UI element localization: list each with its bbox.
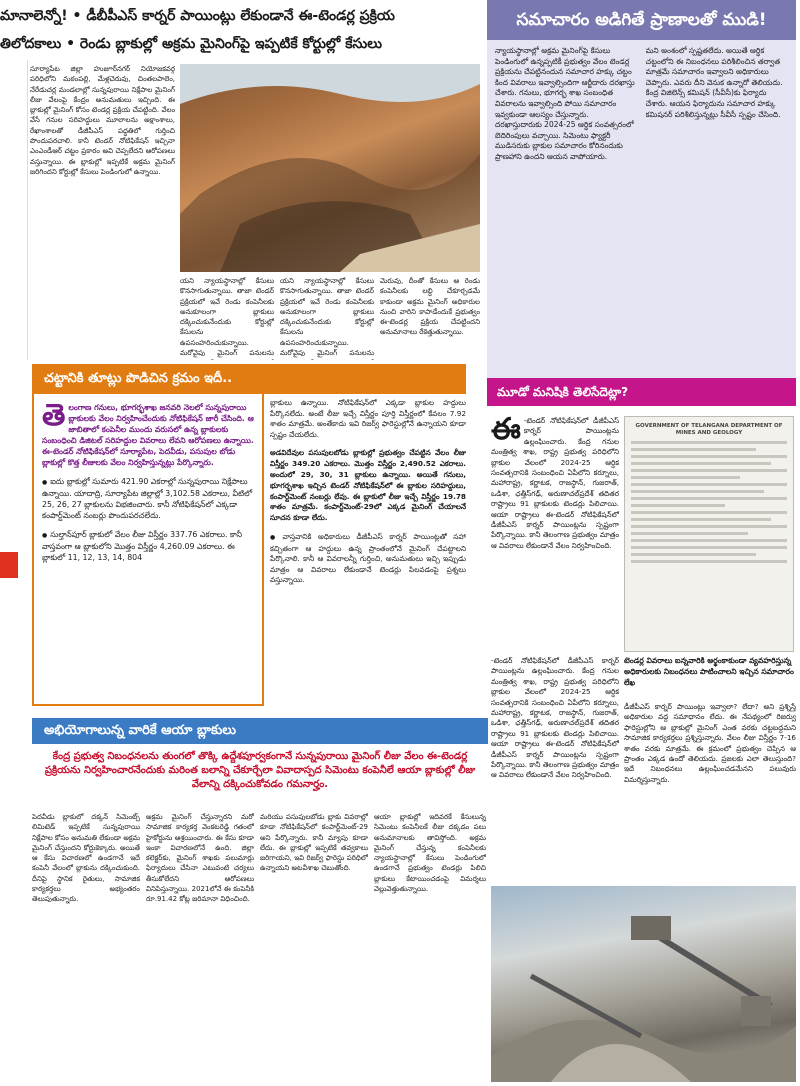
notice-document-photo (624, 416, 794, 652)
blue-col-1: పెదవీడు బ్లాకులో దక్కన్ సిమెంట్స్ లిమిటెడ్ ఇప్పటికే సున్నపురాయి నిక్షేపాల కోసం అనుమతి లేకుండా అక్రమ మైనింగ్ చేస్తుందని కోర్టుకెక్కారు. అయితే ఆ కేసు విచారణలో ఉండగానే ఇదే కంపెనీ వేలంలో బ్లాకును దక్కించుకుంది. దీనిపై స్థానిక రైతులు, సామాజిక కార్యకర్తలు అభ్యంతరం తెలుపుతున్నారు. (32, 813, 140, 904)
sidebar-col-2: మని అంశంలో స్పష్టతలేదు. అయితే ఆర్థిక చట్టంలోని ఈ నిబంధనలు పరిశీలించిన తర్వాత మాత్రమే సమాచారం ఇవ్వాలని అధికారులు చెప్పారు. ఎవరు దీని వెనుక ఉన్నారో తెలియదు. కేంద్ర విజిలెన్స్ కమిషన్ (సీవీసీ)కు ఫిర్యాదు చేశారు. ఆయన ఫిర్యాదును సమాచార హక్కు కమిషనర్ పరిశీలిస్తున్నట్లు సీవీసీ స్పష్టం చేసింది. (645, 46, 783, 119)
headline-line-1: మానాలెన్నో! • డీబీపీఎస్ కార్నర్ పాయింట్లు లేకుండానే ఈ-టెండర్ల ప్రక్రియ (0, 8, 395, 24)
article-mid-column-2: యని న్యాయస్థానాల్లో కేసులు కొనసాగుతున్నాయి. తాజా టెండర్ ప్రక్రియలో ఇవే రెండు కంపెనీలకు అనుకూలంగా బ్లాకులు దక్కించుకునేందుకు కోర్టుల్లో కేసులను ఉపసంహరించుకున్నాయి. మరోవైపు మైనింగ్ పనులను (280, 277, 374, 358)
article-left-column: సూర్యాపేట జిల్లా హుజూర్‌నగర్ నియోజకవర్గ పరిధిలోని మఠంపల్లి, మేళ్లచెరువు, చింతలపాలెం, నేరేడుచర్ల మండలాల్లో సున్నపురాయి నిక్షేపాల మైనింగ్ లీజు వేలంపై కేంద్రం అనుమతులు ఇచ్చింది. ఈ బ్లాకుల్లో మైనింగ్ కోసం టెండర్ల ప్రక్రియ చేపట్టింది. వేలం వేసే గనుల సరిహద్దులు మూలాలను అక్షాంశాలు, రేఖాంశాలతో డీజీపీఎస్ పద్ధతిలో గుర్తించి పొందుపరచాలి. కానీ టెండర్ నోటిఫికేషన్ ఇచ్చినా ఎంఎండీఆర్ చట్టం ప్రకారం అవి చెప్పలేదని ఆరోపణలు వస్తున్నాయి. ఈ బ్లాకుల్లో ఇప్పటికే అక్రమ మైనింగ్ జరిగిందని కోర్టుల్లో కేసులు పెండింగులో ఉన్నాయి. (30, 65, 175, 176)
quarry-photo-drawing (180, 64, 480, 272)
magenta-body: ఈ -టెండర్ నోటిఫికేషన్‌లో డీజీపీఎస్ కార్నర్ పాయింట్లను ఉల్లంఘించారు. కేంద్ర గనుల మంత్రిత్వ శాఖ, రాష్ట్ర ప్రభుత్వ పరిధిలోని బ్లాకుల వేలంలో 2024-25 ఆర్థిక సంవత్సరానికి సంబంధించి ఏపీలోని కర్నూలు, మహారాష్ట్ర, కర్ణాటక, రాజస్థాన్, గుజరాత్, ఒడిశా, ఛత్తీస్‌గఢ్, అరుణాచల్‌ప్రదేశ్ తదితర రాష్ట్రాలు 91 బ్లాకులకు టెండర్లు పిలిచాయి. ఆయా రాష్ట్రాలు ఈ-టెండర్ నోటిఫికేషన్‌లో డీజీపీఎస్ కార్నర్ పాయింట్లను స్పష్టంగా పేర్కొన్నాయి. కానీ తెలంగాణ ప్రభుత్వం మాత్రం ఆ వివరాలు లేకుండానే వేలం నిర్వహించింది. (491, 416, 619, 550)
sidebar-title: సమాచారం అడిగితే ప్రాణాలతో ముడి! (487, 0, 796, 40)
article-mid-column: యని న్యాయస్థానాల్లో కేసులు కొనసాగుతున్నాయి. తాజా టెండర్ ప్రక్రియలో ఇవే రెండు కంపెనీలకు అనుకూలంగా బ్లాకులు దక్కించుకునేందుకు కోర్టుల్లో కేసులను ఉపసంహరించుకున్నాయి. మరోవైపు మైనింగ్ పనులను (180, 277, 274, 358)
orange-section-body (32, 394, 264, 706)
crusher-drawing (491, 886, 796, 1082)
document-heading: GOVERNMENT OF TELANGANA DEPARTMENT OF MINES AND GEOLOGY (635, 423, 783, 436)
quarry-photo (180, 64, 480, 272)
orange-intro: తె లంగాణ గనులు, భూగర్భశాఖ జనవరి నెలలో సున్నపురాయి బ్లాకులకు వేలం నిర్వహించేందుకు నోటిఫికేషన్ జారీ చేసింది. ఆ జాబితాలో కంపెనీల ముందు వరుసలో ఉన్న బ్లాకులకు సంబంధించి డిజిటల్ సరిహద్దుల వివరాలు లేవని ఆరోపణలు ఉన్నాయి. ఈ-టెండర్ నోటిఫికేషన్‌లో సూర్యాపేట, పెదవీడు, పసుపుల బోడు బ్లాకుల్లో కొత్త లీజులకు వేలం నిర్వహిస్తున్నట్లు పేర్కొన్నారు. (42, 398, 254, 467)
blue-section-deck: కేంద్ర ప్రభుత్వ నిబంధనలను తుంగలో తొక్కి ఉద్దేశపూర్వకంగానే సున్నపురాయి మైనింగ్ లీజు వేలం ఈ-టెండర్ల ప్రక్రియను నిర్వహించారనేందుకు మరింత బలాన్ని చేకూర్చేలా వివాదాస్పద సిమెంటు కంపెనీలే ఆయా బ్లాకుల్లో లీజు వేలాన్ని దక్కించుకోవడం గమనార్హం. (44, 751, 476, 790)
cropped-left-column (0, 60, 28, 360)
stone-crusher-photo (491, 886, 796, 1082)
headline-line-2: తిలోదకాలు • రెండు బ్లాకుల్లో అక్రమ మైనింగ్‌పై ఇప్పటికే కోర్టుల్లో కేసులు (0, 36, 382, 52)
orange-right-column: బ్లాకులు ఉన్నాయి. నోటిఫికేషన్‌లో ఎక్కడా బ్లాకుల హద్దులు పేర్కొనలేదు. అంటే లీజు ఇచ్చే విస్తీర్ణం పూర్తి విస్తీర్ణంలో కేవలం 7.92 శాతం మాత్రమే. అంతేకాదు ఇవి రిజర్వ్ ఫారెస్టుల్లోనే ఉన్నాయని కూడా స్పష్టం చేయలేదు. అడవిదేవుల పసుపులబోడు బ్లాకుల్లో ప్రభుత్వం చేపట్టిన వేలం లీజు విస్తీర్ణం 349.20 ఎకరాలు. మొత్తం విస్తీర్ణం 2,490.52 ఎకరాలు. అందులో 29, 30, 31 బ్లాకులు ఉన్నాయి. అయితే గనులు, భూగర్భశాఖ ఇచ్చిన టెండర్ నోటిఫికేషన్‌లో ఈ బ్లాకుల సరిహద్దులు, కంపార్ట్‌మెంట్ నంబర్లు లేవు. ఈ బ్లాకులో లీజు ఇచ్చే విస్తీర్ణం 19.78 శాతం మాత్రమే. కంపార్ట్‌మెంట్-29లో ఎక్కడ మైనింగ్ చేయాలనే సూచన కూడా లేదు. ● వాస్తవానికి అధికారులు డీజీపీఎస్ కార్నర్ పాయింట్లతో సహా కచ్చితంగా ఆ హద్దులు ఉన్న ప్రాంతంలోనే మైనింగ్ చేపట్టాలని పేర్కొనాలి. కానీ ఆ వివరాలన్నీ గుర్తించి, అనుమతులు ఇచ్చి ఇప్పుడు మాత్రం ఆ వివరాలు లేకుండానే టెండర్లు పిలవడంపై ప్రశ్నలు వస్తున్నాయి. (270, 398, 466, 706)
magenta-section-title: మూడో మనిషికి తెలిసేదెట్లా? (487, 378, 796, 406)
dropcap: తె (42, 398, 66, 433)
blue-col-4: ఆయా బ్లాకుల్లో ఇదివరకే కేసులున్న సిమెంటు కంపెనీలకే లీజు దక్కడం పలు అనుమానాలకు తావిస్తోంది. అక్రమ మైనింగ్ చేస్తున్న కంపెనీలకు న్యాయస్థానాల్లో కేసులు పెండింగులో ఉండగానే ప్రభుత్వం టెండర్లు పిలిచి బ్లాకులు కేటాయించడంపై విమర్శలు వెల్లువెత్తుతున్నాయి. (374, 813, 486, 894)
article-right-column: మెరువు, దీంతో కేసులు ఆ రెండు కంపెనీలకు లబ్ధి చేకూర్చడమే కాకుండా అక్రమ మైనింగ్ అధికారుల నుంచి వారిని కాపాడేందుకే ప్రభుత్వం ఈ-టెండర్ల ప్రక్రియ చేపట్టిందని అనుమానాలు రేకెత్తుతున్నాయి. (380, 277, 480, 337)
blue-col-2: అక్రమ మైనింగ్ చేస్తున్నారని మరో సామాజిక కార్యకర్త వెంకటరెడ్డి గతంలో హైకోర్టును ఆశ్రయించారు. ఈ కేసు కూడా ఇంకా విచారణలోనే ఉంది. జిల్లా కలెక్టర్‌కు, మైనింగ్ శాఖకు పలుమార్లు ఫిర్యాదులు చేసినా ఎటువంటి చర్యలు తీసుకోలేదని ఆరోపణలు వినిపిస్తున్నాయి. 2021లోనే ఈ కంపెనీకి రూ.91.42 కోట్ల జరిమానా విధించింది. (146, 813, 254, 904)
orange-section-title: చట్టానికి తూట్లు పొడిచిన క్రమం ఇదీ.. (32, 364, 466, 394)
orange-bullet-2: ● సుల్తాన్‌పూర్ బ్లాకులో వేలం లీజు విస్తీర్ణం 337.76 ఎకరాలు. కానీ వాస్తవంగా ఆ బ్లాకులోని మొత్తం విస్తీర్ణం 4,260.09 ఎకరాలు. ఈ బ్లాకులో 11, 12, 13, 14, 804 (42, 529, 254, 563)
magenta-body-continued: -టెండర్ నోటిఫికేషన్‌లో డీజీపీఎస్ కార్నర్ పాయింట్లను ఉల్లంఘించారు. కేంద్ర గనుల మంత్రిత్వ శాఖ, రాష్ట్ర ప్రభుత్వ పరిధిలోని బ్లాకుల వేలంలో 2024-25 ఆర్థిక సంవత్సరానికి సంబంధించి ఏపీలోని కర్నూలు, మహారాష్ట్ర, కర్ణాటక, రాజస్థాన్, గుజరాత్, ఒడిశా, ఛత్తీస్‌గఢ్, అరుణాచల్‌ప్రదేశ్ తదితర రాష్ట్రాలు 91 బ్లాకులకు టెండర్లు పిలిచాయి. ఆయా రాష్ట్రాలు ఈ-టెండర్ నోటిఫికేషన్‌లో డీజీపీఎస్ కార్నర్ పాయింట్లను స్పష్టంగా పేర్కొన్నాయి. కానీ తెలంగాణ ప్రభుత్వం మాత్రం ఆ వివరాలు లేకుండానే వేలం నిర్వహించింది. (491, 656, 619, 780)
orange-bullet-1: ● ఐదు బ్లాకుల్లో సుమారు 421.90 ఎకరాల్లో సున్నపురాయి నిక్షేపాలు ఉన్నాయి. యాదాద్రి, సూర్యాపేట జిల్లాల్లో 3,102.58 ఎకరాలు, వీటిలో 25, 26, 27 బ్లాకులను విభజించారు. కానీ నోటిఫికేషన్‌లో ఎక్కడా కంపార్ట్‌మెంట్ నంబర్లు పొందుపరచలేదు. (42, 476, 254, 521)
sidebar-box (487, 40, 796, 378)
orange-bold-paragraph: అడవిదేవుల పసుపులబోడు బ్లాకుల్లో ప్రభుత్వం చేపట్టిన వేలం లీజు విస్తీర్ణం 349.20 ఎకరాలు. మొత్తం విస్తీర్ణం 2,490.52 ఎకరాలు. అందులో 29, 30, 31 బ్లాకులు ఉన్నాయి. అయితే గనులు, భూగర్భశాఖ ఇచ్చిన టెండర్ నోటిఫికేషన్‌లో ఈ బ్లాకుల సరిహద్దులు, కంపార్ట్‌మెంట్ నంబర్లు లేవు. ఈ బ్లాకులో లీజు ఇచ్చే విస్తీర్ణం 19.78 శాతం మాత్రమే. కంపార్ట్‌మెంట్-29లో ఎక్కడ మైనింగ్ చేయాలనే సూచన కూడా లేదు. (270, 448, 466, 523)
orange-bullet-3: ● వాస్తవానికి అధికారులు డీజీపీఎస్ కార్నర్ పాయింట్లతో సహా కచ్చితంగా ఆ హద్దులు ఉన్న ప్రాంతంలోనే మైనింగ్ చేపట్టాలని పేర్కొనాలి. కానీ ఆ వివరాలన్నీ గుర్తించి, అనుమతులు ఇచ్చి ఇప్పుడు మాత్రం ఆ వివరాలు లేకుండానే టెండర్లు పిలవడంపై ప్రశ్నలు వస్తున్నాయి. (270, 532, 466, 586)
magenta-after-caption: డీజీపీఎస్ కార్నర్ పాయింట్లు ఇవ్వాలా? లేదా? అని ప్రశ్నిస్తే అధికారుల వద్ద సమాధానం లేదు. ఈ నేపథ్యంలో రిజర్వు ఫారెస్టుల్లోని ఆ బ్లాకుల్లో మైనింగ్ ఎంత వరకు చట్టబద్ధమని సామాజిక కార్యకర్తలు ప్రశ్నిస్తున్నారు. వేలం లీజు విస్తీర్ణం 7-16 శాతం వరకు మాత్రమే. ఈ క్రమంలో ప్రభుత్వం చెప్పిన ఆ ప్రాంతం ఎక్కడ ఉందో తెలియదు. ప్రజలకు ఎలా తెలుస్తుంది? ఇదే నిబంధనలు ఉల్లంఘించడమేనని పలువురు విమర్శిస్తున్నారు. (624, 702, 796, 784)
cropped-red-marker (0, 552, 18, 578)
sidebar-col-1: న్యాయస్థానాల్లో అక్రమ మైనింగ్‌పై కేసులు పెండింగులో ఉన్నప్పటికీ ప్రభుత్వం వేలం టెండర్ల ప్రక్రియను చేపట్టినందున సమాచార హక్కు చట్టం కింద వివరాలు ఇవ్వాల్సిందిగా ఆర్జీదారు దరఖాస్తు చేశారు. గనులు, భూగర్భ శాఖ సంబంధిత వివరాలను ఇవ్వాల్సింది పోయి సమాచారం ఇవ్వకుండా ఆలస్యం చేస్తున్నారు. దరఖాస్తుదారుకు 2024-25 ఆర్థిక సంవత్సరంలో బెదిరింపులు వచ్చాయి. సిమెంటు ఫ్యాక్టరీ ముడిసరుకు బ్లాకుల సమాచారం కోరినందుకు ప్రాణహాని ఉందని ఆయన వాపోయారు. (495, 46, 635, 161)
blue-section-title: అభియోగాలున్న వారికే ఆయా బ్లాకులు (32, 718, 488, 744)
magenta-dropcap: ఈ (491, 416, 521, 447)
document-caption: టెండర్ల వివరాలు ఐన్నవారికి అర్థంకాకుండా వ్యవహరిస్తున్న అధికారులకు నిబంధనలు పాటించాలని ఇచ్చిన సమాచారం లేఖ (624, 656, 794, 687)
blue-col-3: మరియు పసుపులబోడు బ్లాకు వివరాల్లో కూడా నోటిఫికేషన్‌లో కంపార్ట్‌మెంట్-29 అని పేర్కొన్నారు. కానీ మ్యాపు కూడా లేదు. ఈ బ్లాకుల్లో ఇప్పటికే తవ్వకాలు జరిగాయని, ఇవి రిజర్వ్ ఫారెస్టు పరిధిలో ఉన్నాయని అటవీశాఖ చెబుతోంది. (260, 813, 368, 873)
